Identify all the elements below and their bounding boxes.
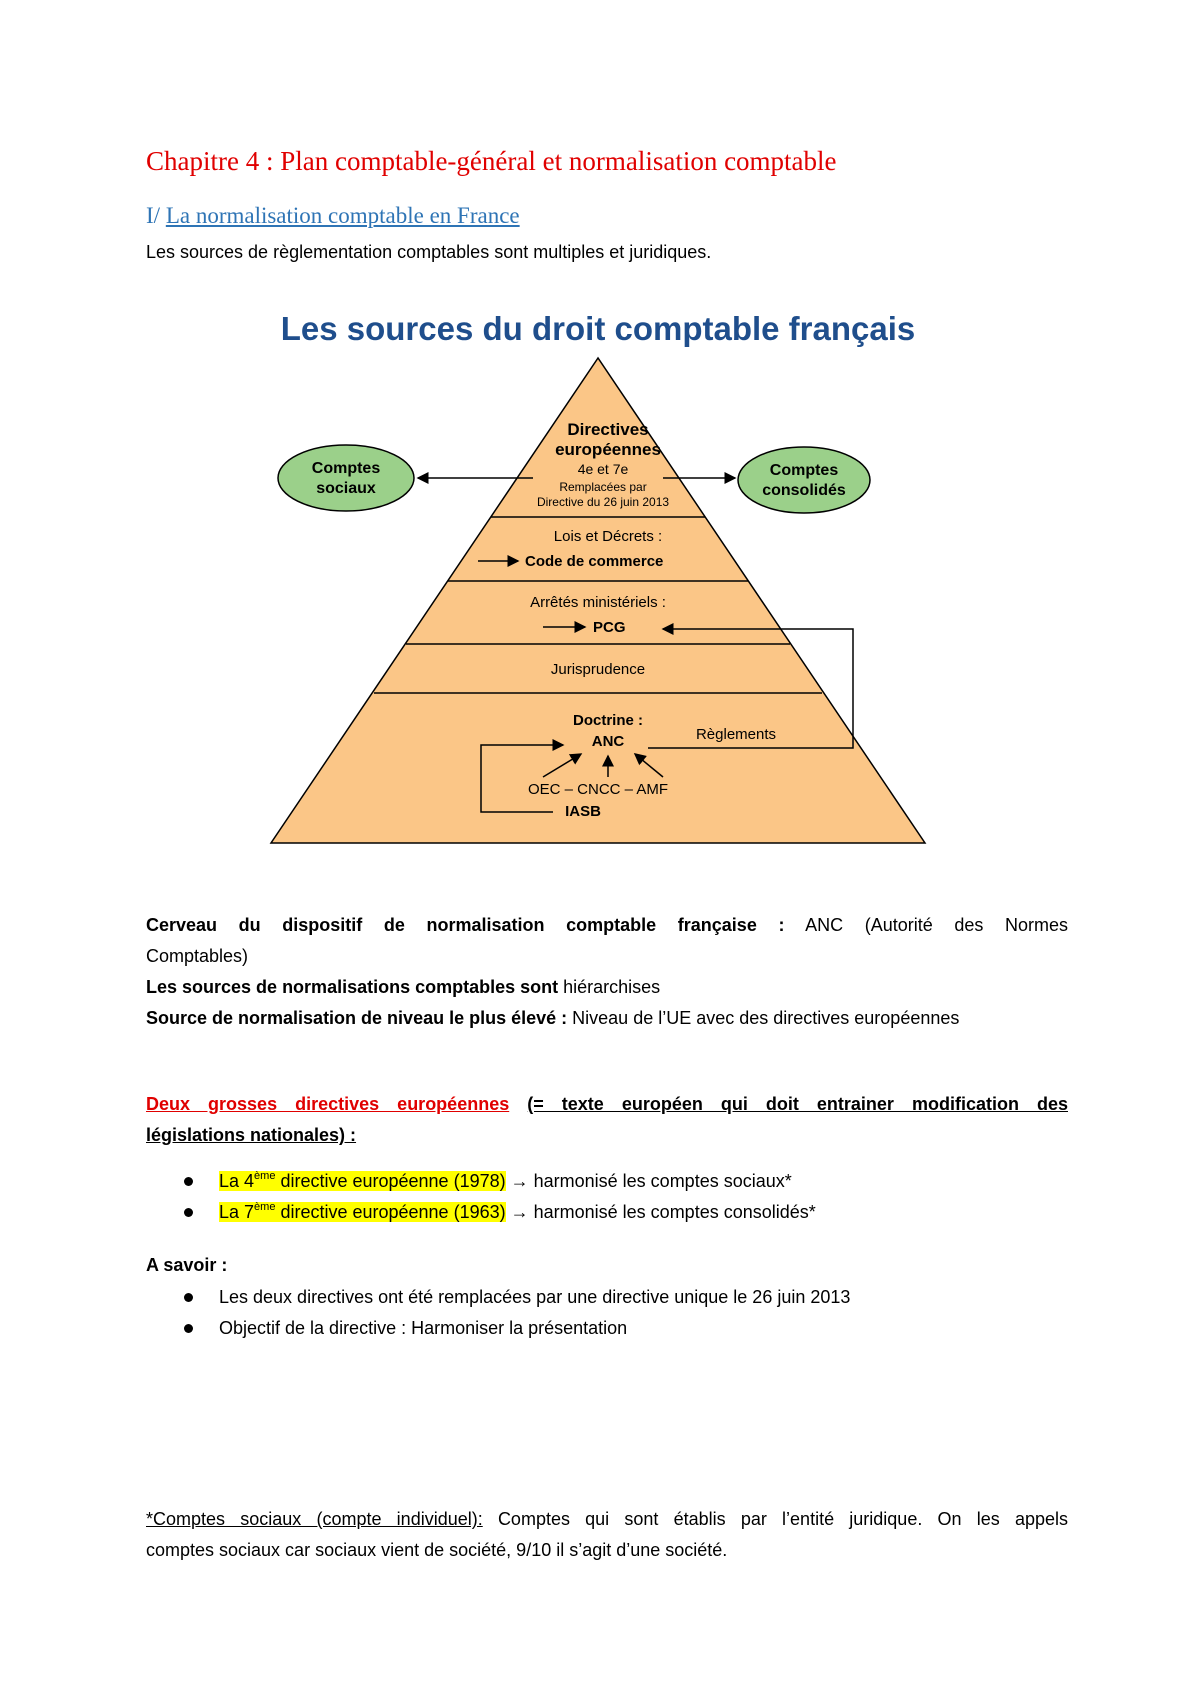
- bullet-dot: [184, 1177, 193, 1186]
- comptes-sociaux-line2: sociaux: [316, 480, 376, 497]
- chapter-heading: Chapitre 4 : Plan comptable-général et normalisation comptable: [146, 146, 837, 176]
- bullet-dot: [184, 1208, 193, 1217]
- iasb-label: IASB: [565, 803, 601, 820]
- section-heading: [146, 203, 520, 229]
- comptes-sociaux-line1: Comptes: [311, 460, 381, 477]
- bullet-dot: [184, 1293, 193, 1302]
- sources-pyramid-diagram: [263, 298, 934, 848]
- bullet-7e-directive: La 7ème directive européenne (1963) → harmonisé les comptes consolidés*: [219, 1201, 816, 1222]
- anc-label: ANC: [591, 733, 625, 750]
- footnote-line1: *Comptes sociaux (compte individuel): Comptes qui sont établis par l’entité juridique. On les appels: [146, 1509, 1068, 1529]
- comptes-sociaux-bubble: [278, 445, 414, 511]
- para-cerveau-line2: Comptables): [146, 946, 249, 966]
- jurisprudence-label: Jurisprudence: [550, 661, 646, 678]
- arretes-label: Arrêtés ministériels :: [530, 594, 666, 611]
- para-niveau: Source de normalisation de niveau le plus élevé : Niveau de l’UE avec des directives européennes: [146, 1008, 960, 1028]
- section-prefix: I/: [146, 203, 161, 228]
- comptes-consolides-bubble: [738, 447, 870, 513]
- top-remplacees: Remplacées par: [559, 480, 647, 494]
- comptes-consolides-line2: consolidés: [762, 482, 846, 499]
- code-commerce: Code de commerce: [525, 553, 664, 570]
- diagram-title: Les sources du droit comptable français: [280, 310, 916, 347]
- para-cerveau-line1: Cerveau du dispositif de normalisation comptable française : ANC (Autorité des Normes: [146, 915, 1068, 935]
- top-4e-7e: 4e et 7e: [577, 461, 629, 477]
- footnote-line2: comptes sociaux car sociaux vient de société, 9/10 il s’agit d’une société.: [146, 1540, 728, 1560]
- section-title: La normalisation comptable en France: [165, 203, 520, 228]
- bullet-objectif: Objectif de la directive : Harmoniser la présentation: [219, 1318, 628, 1338]
- a-savoir-heading: A savoir :: [146, 1255, 228, 1275]
- bullet-4e-directive: La 4ème directive européenne (1978) → harmonisé les comptes sociaux*: [219, 1170, 792, 1191]
- top-directive-2013: Directive du 26 juin 2013: [536, 495, 670, 509]
- top-directives: Directives: [567, 420, 649, 439]
- bodies-label: OEC – CNCC – AMF: [527, 781, 669, 798]
- para-directives-line2: législations nationales) :: [146, 1125, 357, 1145]
- bullet-dot: [184, 1324, 193, 1333]
- bullet-remplacement: Les deux directives ont été remplacées par une directive unique le 26 juin 2013: [219, 1287, 851, 1307]
- doctrine-label: Doctrine :: [572, 712, 644, 729]
- reglements-label: Règlements: [695, 726, 777, 743]
- comptes-consolides-line1: Comptes: [769, 462, 839, 479]
- pcg-label: PCG: [593, 619, 626, 636]
- top-europeennes: européennes: [555, 440, 661, 459]
- para-directives-line1: Deux grosses directives européennes (= texte européen qui doit entrainer modification des: [146, 1094, 1068, 1114]
- lois-label: Lois et Décrets :: [553, 528, 663, 545]
- intro-text: Les sources de règlementation comptables sont multiples et juridiques.: [146, 242, 712, 262]
- para-hierarchie: Les sources de normalisations comptables sont hiérarchises: [146, 977, 661, 997]
